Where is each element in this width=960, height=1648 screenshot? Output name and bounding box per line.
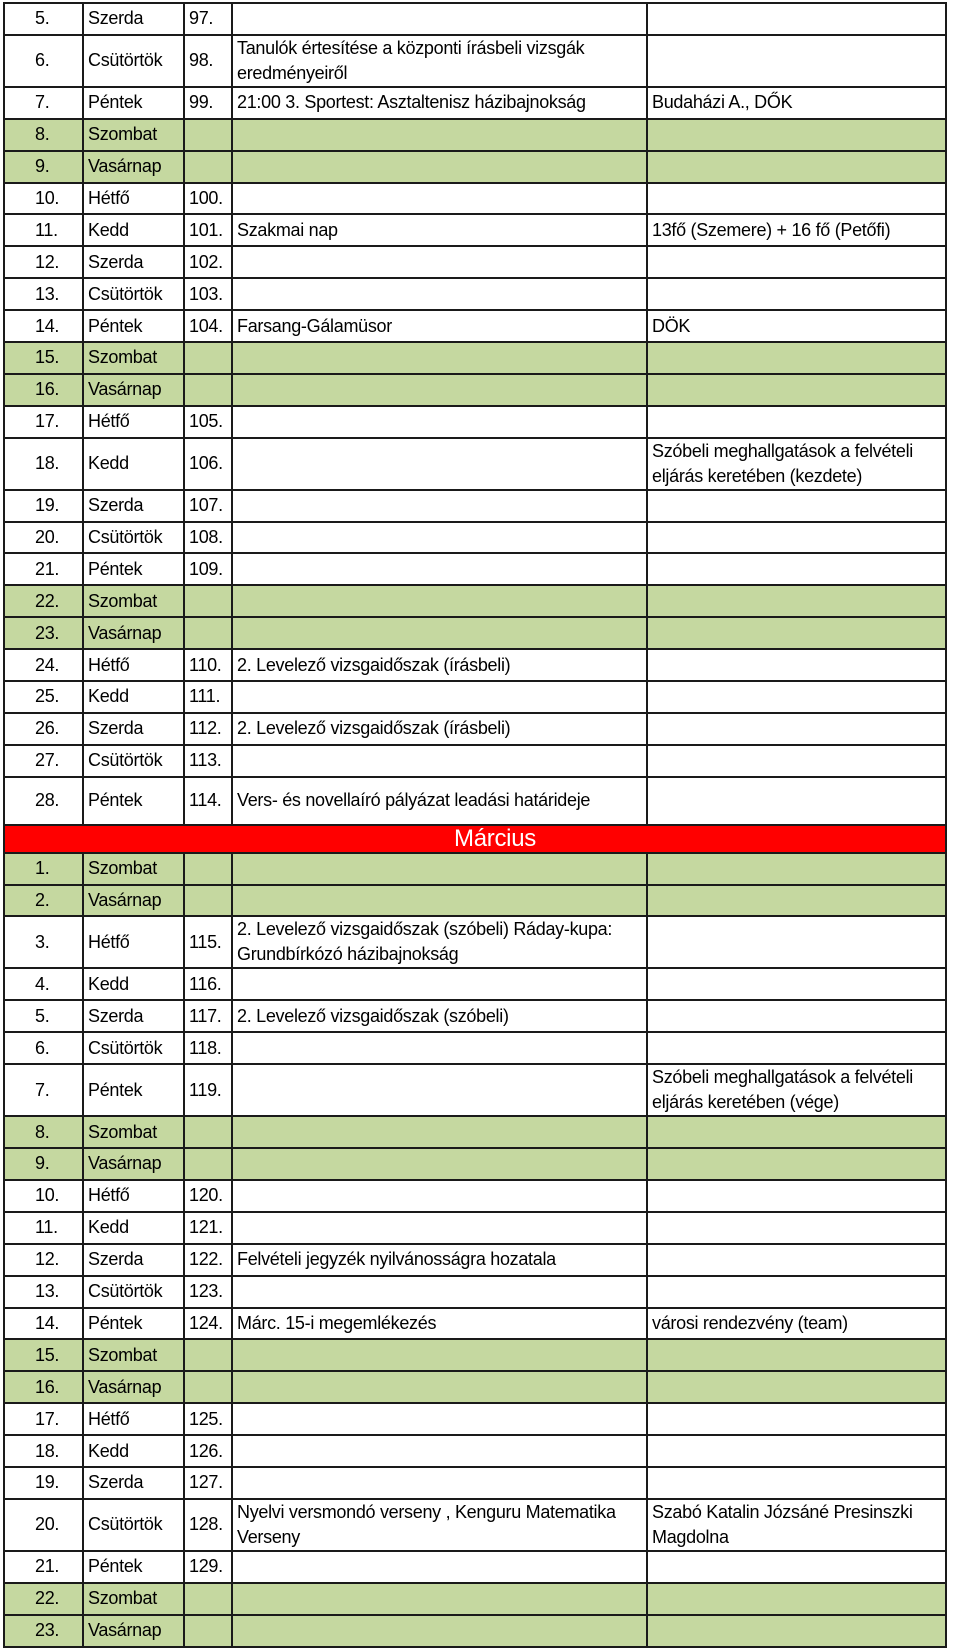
event-cell <box>232 278 647 310</box>
table-row <box>4 1583 946 1615</box>
weekday-cell: Szombat <box>83 1339 184 1371</box>
weekday-cell: Csütörtök <box>83 1499 184 1551</box>
number-cell: 100. <box>184 183 232 215</box>
table-row <box>4 1212 946 1244</box>
event-cell <box>232 119 647 151</box>
day-cell: 24. <box>4 649 83 681</box>
number-cell <box>184 1615 232 1647</box>
responsible-cell <box>647 553 946 585</box>
table-row <box>4 1064 946 1116</box>
number-cell <box>184 617 232 649</box>
responsible-cell <box>647 777 946 825</box>
day-cell: 8. <box>4 119 83 151</box>
number-cell: 101. <box>184 214 232 246</box>
number-cell: 117. <box>184 1000 232 1032</box>
day-cell: 19. <box>4 490 83 522</box>
event-cell <box>232 490 647 522</box>
responsible-cell <box>647 1212 946 1244</box>
responsible-cell <box>647 885 946 917</box>
weekday-cell: Szombat <box>83 119 184 151</box>
number-cell: 97. <box>184 3 232 35</box>
number-cell: 104. <box>184 310 232 342</box>
number-cell: 115. <box>184 916 232 968</box>
weekday-cell: Szerda <box>83 246 184 278</box>
event-cell: Szakmai nap <box>232 214 647 246</box>
table-row <box>4 119 946 151</box>
weekday-cell: Szombat <box>83 585 184 617</box>
day-cell: 3. <box>4 916 83 968</box>
table-row <box>4 617 946 649</box>
weekday-cell: Kedd <box>83 1435 184 1467</box>
day-cell: 12. <box>4 1244 83 1276</box>
table-row <box>4 3 946 35</box>
month-header-section <box>4 825 946 853</box>
day-cell: 26. <box>4 713 83 745</box>
number-cell: 118. <box>184 1032 232 1064</box>
number-cell: 128. <box>184 1499 232 1551</box>
responsible-cell <box>647 3 946 35</box>
event-cell <box>232 745 647 777</box>
weekday-cell: Csütörtök <box>83 35 184 87</box>
month-header-cell <box>4 825 946 853</box>
day-cell: 21. <box>4 553 83 585</box>
day-cell: 11. <box>4 1212 83 1244</box>
weekday-cell: Hétfő <box>83 1403 184 1435</box>
weekday-cell: Hétfő <box>83 406 184 438</box>
weekday-cell: Hétfő <box>83 183 184 215</box>
number-cell: 121. <box>184 1212 232 1244</box>
responsible-cell <box>647 1032 946 1064</box>
event-cell: Farsang-Gálamüsor <box>232 310 647 342</box>
day-cell: 15. <box>4 1339 83 1371</box>
event-cell: 2. Levelező vizsgaidőszak (szóbeli) Ráday-kupa: Grundbírkózó házibajnokság <box>232 916 647 968</box>
table-row <box>4 438 946 490</box>
responsible-cell: Szabó Katalin Józsáné Presinszki Magdolna <box>647 1499 946 1551</box>
responsible-cell <box>647 278 946 310</box>
table-row <box>4 490 946 522</box>
table-row <box>4 1032 946 1064</box>
event-cell <box>232 1064 647 1116</box>
day-cell: 17. <box>4 1403 83 1435</box>
weekday-cell: Csütörtök <box>83 745 184 777</box>
month-header-label: Március <box>454 825 536 853</box>
number-cell <box>184 151 232 183</box>
weekday-cell: Vasárnap <box>83 1371 184 1403</box>
number-cell <box>184 119 232 151</box>
event-cell <box>232 968 647 1000</box>
day-cell: 16. <box>4 1371 83 1403</box>
responsible-cell <box>647 342 946 374</box>
number-cell: 123. <box>184 1276 232 1308</box>
responsible-cell <box>647 681 946 713</box>
number-cell: 111. <box>184 681 232 713</box>
responsible-cell <box>647 1116 946 1148</box>
number-cell <box>184 1116 232 1148</box>
number-cell: 122. <box>184 1244 232 1276</box>
weekday-cell: Péntek <box>83 553 184 585</box>
number-cell <box>184 585 232 617</box>
day-cell: 2. <box>4 885 83 917</box>
responsible-cell <box>647 1180 946 1212</box>
event-cell <box>232 1180 647 1212</box>
weekday-cell: Csütörtök <box>83 1032 184 1064</box>
day-cell: 10. <box>4 183 83 215</box>
day-cell: 13. <box>4 1276 83 1308</box>
event-cell <box>232 342 647 374</box>
weekday-cell: Péntek <box>83 310 184 342</box>
responsible-cell <box>647 1583 946 1615</box>
table-row <box>4 745 946 777</box>
responsible-cell: Budaházi A., DŐK <box>647 87 946 119</box>
event-cell <box>232 151 647 183</box>
event-cell <box>232 617 647 649</box>
day-cell: 23. <box>4 1615 83 1647</box>
table-row <box>4 681 946 713</box>
table-row <box>4 777 946 825</box>
number-cell <box>184 1339 232 1371</box>
responsible-cell <box>647 1615 946 1647</box>
day-cell: 9. <box>4 1148 83 1180</box>
day-cell: 5. <box>4 3 83 35</box>
table-row <box>4 342 946 374</box>
responsible-cell <box>647 649 946 681</box>
event-cell <box>232 853 647 885</box>
responsible-cell <box>647 1435 946 1467</box>
day-cell: 5. <box>4 1000 83 1032</box>
day-cell: 28. <box>4 777 83 825</box>
number-cell <box>184 1583 232 1615</box>
weekday-cell: Kedd <box>83 681 184 713</box>
weekday-cell: Csütörtök <box>83 522 184 554</box>
number-cell: 124. <box>184 1308 232 1340</box>
event-cell <box>232 438 647 490</box>
table-row <box>4 151 946 183</box>
number-cell <box>184 1148 232 1180</box>
day-cell: 14. <box>4 310 83 342</box>
day-cell: 27. <box>4 745 83 777</box>
number-cell: 110. <box>184 649 232 681</box>
responsible-cell <box>647 1467 946 1499</box>
number-cell: 120. <box>184 1180 232 1212</box>
number-cell: 129. <box>184 1551 232 1583</box>
calendar-table <box>3 2 947 1648</box>
responsible-cell <box>647 745 946 777</box>
number-cell <box>184 853 232 885</box>
event-cell <box>232 406 647 438</box>
event-cell <box>232 1615 647 1647</box>
table-row <box>4 406 946 438</box>
table-row <box>4 374 946 406</box>
table-row <box>4 1499 946 1551</box>
responsible-cell <box>647 1371 946 1403</box>
weekday-cell: Péntek <box>83 1064 184 1116</box>
event-cell <box>232 1403 647 1435</box>
day-cell: 1. <box>4 853 83 885</box>
number-cell <box>184 342 232 374</box>
responsible-cell <box>647 151 946 183</box>
event-cell: Nyelvi versmondó verseny , Kenguru Matematika Verseny <box>232 1499 647 1551</box>
day-cell: 22. <box>4 585 83 617</box>
table-row <box>4 1180 946 1212</box>
day-cell: 13. <box>4 278 83 310</box>
responsible-cell: városi rendezvény (team) <box>647 1308 946 1340</box>
responsible-cell: Szóbeli meghallgatások a felvételi eljárás keretében (kezdete) <box>647 438 946 490</box>
event-cell <box>232 246 647 278</box>
weekday-cell: Szombat <box>83 1116 184 1148</box>
number-cell: 126. <box>184 1435 232 1467</box>
day-cell: 20. <box>4 1499 83 1551</box>
day-cell: 17. <box>4 406 83 438</box>
responsible-cell: 13fő (Szemere) + 16 fő (Petőfi) <box>647 214 946 246</box>
responsible-cell: Szóbeli meghallgatások a felvételi eljárás keretében (vége) <box>647 1064 946 1116</box>
table-row <box>4 246 946 278</box>
weekday-cell: Szerda <box>83 1000 184 1032</box>
table-row <box>4 1276 946 1308</box>
event-cell <box>232 1371 647 1403</box>
table-row <box>4 885 946 917</box>
weekday-cell: Szerda <box>83 713 184 745</box>
event-cell <box>232 1032 647 1064</box>
responsible-cell <box>647 1339 946 1371</box>
table-row <box>4 522 946 554</box>
event-cell <box>232 1467 647 1499</box>
table-row <box>4 1339 946 1371</box>
weekday-cell: Vasárnap <box>83 374 184 406</box>
weekday-cell: Kedd <box>83 1212 184 1244</box>
event-cell: Vers- és novellaíró pályázat leadási határideje <box>232 777 647 825</box>
table-row <box>4 968 946 1000</box>
weekday-cell: Vasárnap <box>83 151 184 183</box>
number-cell <box>184 885 232 917</box>
day-cell: 18. <box>4 1435 83 1467</box>
event-cell: Felvételi jegyzék nyilvánosságra hozatala <box>232 1244 647 1276</box>
event-cell <box>232 681 647 713</box>
number-cell: 109. <box>184 553 232 585</box>
month-header-row <box>4 825 946 853</box>
number-cell <box>184 1371 232 1403</box>
day-cell: 9. <box>4 151 83 183</box>
event-cell <box>232 1116 647 1148</box>
number-cell: 99. <box>184 87 232 119</box>
table-row <box>4 713 946 745</box>
table-row <box>4 649 946 681</box>
day-cell: 14. <box>4 1308 83 1340</box>
day-cell: 15. <box>4 342 83 374</box>
weekday-cell: Vasárnap <box>83 1148 184 1180</box>
weekday-cell: Péntek <box>83 1551 184 1583</box>
number-cell: 108. <box>184 522 232 554</box>
responsible-cell <box>647 1000 946 1032</box>
day-cell: 21. <box>4 1551 83 1583</box>
responsible-cell <box>647 1148 946 1180</box>
event-cell <box>232 1583 647 1615</box>
weekday-cell: Péntek <box>83 777 184 825</box>
event-cell <box>232 1276 647 1308</box>
day-cell: 19. <box>4 1467 83 1499</box>
responsible-cell <box>647 585 946 617</box>
event-cell <box>232 553 647 585</box>
responsible-cell <box>647 35 946 87</box>
event-cell <box>232 1148 647 1180</box>
event-cell <box>232 183 647 215</box>
responsible-cell <box>647 406 946 438</box>
weekday-cell: Kedd <box>83 214 184 246</box>
number-cell: 106. <box>184 438 232 490</box>
responsible-cell <box>647 1276 946 1308</box>
event-cell: Márc. 15-i megemlékezés <box>232 1308 647 1340</box>
event-cell: 21:00 3. Sportest: Asztaltenisz házibajnokság <box>232 87 647 119</box>
day-cell: 6. <box>4 35 83 87</box>
responsible-cell <box>647 1403 946 1435</box>
table-row <box>4 1467 946 1499</box>
table-row <box>4 1371 946 1403</box>
table-row <box>4 278 946 310</box>
table-row <box>4 916 946 968</box>
responsible-cell <box>647 713 946 745</box>
weekday-cell: Szombat <box>83 853 184 885</box>
responsible-cell <box>647 853 946 885</box>
responsible-cell: DÖK <box>647 310 946 342</box>
weekday-cell: Csütörtök <box>83 1276 184 1308</box>
responsible-cell <box>647 968 946 1000</box>
weekday-cell: Kedd <box>83 438 184 490</box>
weekday-cell: Szombat <box>83 1583 184 1615</box>
weekday-cell: Szerda <box>83 1467 184 1499</box>
table-row <box>4 853 946 885</box>
day-cell: 7. <box>4 1064 83 1116</box>
weekday-cell: Hétfő <box>83 916 184 968</box>
number-cell: 102. <box>184 246 232 278</box>
day-cell: 18. <box>4 438 83 490</box>
weekday-cell: Szerda <box>83 490 184 522</box>
table-row <box>4 1000 946 1032</box>
event-cell: 2. Levelező vizsgaidőszak (írásbeli) <box>232 713 647 745</box>
weekday-cell: Péntek <box>83 87 184 119</box>
table-row <box>4 35 946 87</box>
number-cell: 125. <box>184 1403 232 1435</box>
event-cell: 2. Levelező vizsgaidőszak (szóbeli) <box>232 1000 647 1032</box>
day-cell: 8. <box>4 1116 83 1148</box>
event-cell <box>232 374 647 406</box>
number-cell: 103. <box>184 278 232 310</box>
day-cell: 23. <box>4 617 83 649</box>
weekday-cell: Csütörtök <box>83 278 184 310</box>
weekday-cell: Hétfő <box>83 1180 184 1212</box>
weekday-cell: Hétfő <box>83 649 184 681</box>
day-cell: 22. <box>4 1583 83 1615</box>
event-cell <box>232 585 647 617</box>
table-row <box>4 214 946 246</box>
number-cell: 107. <box>184 490 232 522</box>
number-cell: 105. <box>184 406 232 438</box>
table-row <box>4 1308 946 1340</box>
responsible-cell <box>647 522 946 554</box>
day-cell: 10. <box>4 1180 83 1212</box>
day-cell: 25. <box>4 681 83 713</box>
table-row <box>4 310 946 342</box>
table-row <box>4 87 946 119</box>
weekday-cell: Vasárnap <box>83 885 184 917</box>
day-cell: 11. <box>4 214 83 246</box>
number-cell: 114. <box>184 777 232 825</box>
weekday-cell: Vasárnap <box>83 617 184 649</box>
responsible-cell <box>647 617 946 649</box>
responsible-cell <box>647 1551 946 1583</box>
table-row <box>4 1551 946 1583</box>
weekday-cell: Szombat <box>83 342 184 374</box>
weekday-cell: Péntek <box>83 1308 184 1340</box>
responsible-cell <box>647 374 946 406</box>
responsible-cell <box>647 490 946 522</box>
event-cell: 2. Levelező vizsgaidőszak (írásbeli) <box>232 649 647 681</box>
table-row <box>4 183 946 215</box>
table-row <box>4 585 946 617</box>
table-row <box>4 1244 946 1276</box>
days-after-month-header <box>4 853 946 1647</box>
responsible-cell <box>647 916 946 968</box>
weekday-cell: Vasárnap <box>83 1615 184 1647</box>
event-cell <box>232 522 647 554</box>
number-cell: 113. <box>184 745 232 777</box>
number-cell: 98. <box>184 35 232 87</box>
event-cell <box>232 1339 647 1371</box>
day-cell: 12. <box>4 246 83 278</box>
number-cell: 112. <box>184 713 232 745</box>
responsible-cell <box>647 1244 946 1276</box>
number-cell <box>184 374 232 406</box>
event-cell <box>232 885 647 917</box>
day-cell: 16. <box>4 374 83 406</box>
weekday-cell: Szerda <box>83 3 184 35</box>
weekday-cell: Szerda <box>83 1244 184 1276</box>
number-cell: 119. <box>184 1064 232 1116</box>
event-cell: Tanulók értesítése a központi írásbeli vizsgák eredményeiről <box>232 35 647 87</box>
day-cell: 20. <box>4 522 83 554</box>
table-row <box>4 553 946 585</box>
event-cell <box>232 1551 647 1583</box>
table-row <box>4 1403 946 1435</box>
responsible-cell <box>647 246 946 278</box>
number-cell: 127. <box>184 1467 232 1499</box>
responsible-cell <box>647 119 946 151</box>
number-cell: 116. <box>184 968 232 1000</box>
event-cell <box>232 3 647 35</box>
table-row <box>4 1435 946 1467</box>
event-cell <box>232 1435 647 1467</box>
responsible-cell <box>647 183 946 215</box>
days-before-month-header <box>4 3 946 825</box>
day-cell: 6. <box>4 1032 83 1064</box>
table-row <box>4 1615 946 1647</box>
day-cell: 7. <box>4 87 83 119</box>
event-cell <box>232 1212 647 1244</box>
weekday-cell: Kedd <box>83 968 184 1000</box>
table-row <box>4 1148 946 1180</box>
day-cell: 4. <box>4 968 83 1000</box>
table-row <box>4 1116 946 1148</box>
